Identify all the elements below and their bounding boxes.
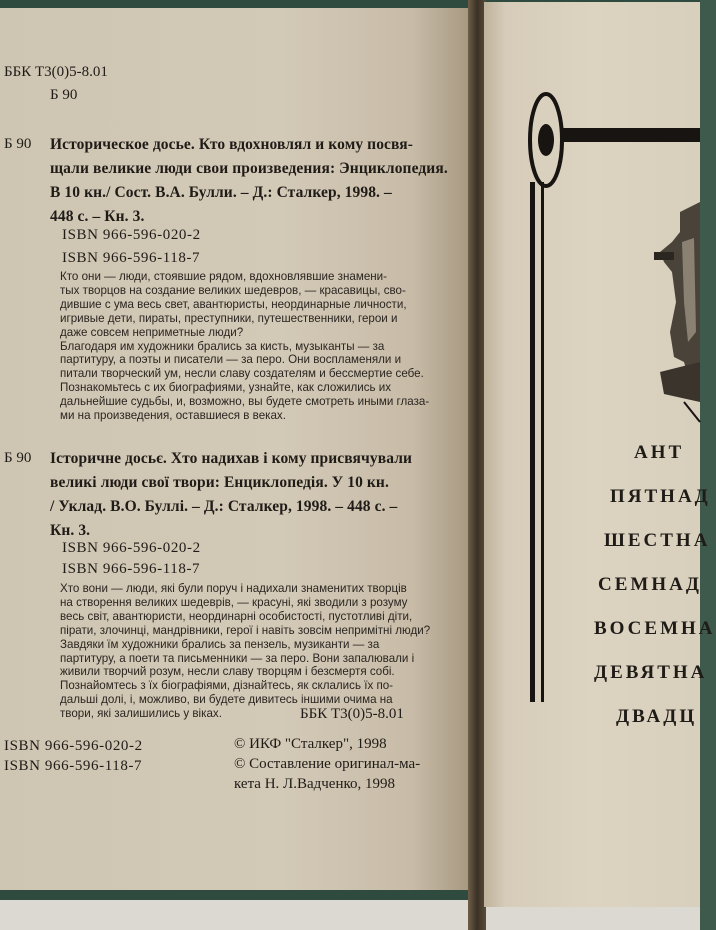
author-index: Б 90 (50, 87, 78, 103)
uk-entry-line: Історичне досьє. Хто надихав і кому присвячували (50, 450, 413, 467)
ru-abstract: Кто они — люди, стоявшие рядом, вдохновлявшие знамени- тых творцов на создание великих шедевров, — красавицы, сво- дившие с ума весь свет, авантюристы, неординарные личности, игривые дети, пираты, преступники, путешественники, герои и даже совсем неприметные люди? Благодаря им художники брались за кисть, музыканты — за партитуру, а поэты и писатели — за перо. Они воспламеняли и питали творческий ум, несли славу создателям и бессмертие себе. Познакомьтесь с их биографиями, узнайте, как сложились их дальнейшие судьбы, и, возможно, вы будете смотреть иными глаза- ми на произведения, оставшиеся в веках. (60, 270, 430, 423)
year-word: ПЯТНАД (610, 486, 711, 507)
uk-abstract: Хто вони — люди, які були поруч і надихали знаменитих творців на створення великих шедеврів, — красуні, які зводили з розуму весь світ, авантюристи, неординарні особистості, пустотливі діти, пірати, злочинці, мандрівники, герої і навіть зовсім непримітні люди? Завдяки їм художники брались за пензель, музиканти — за партитуру, а поети та письменники — за перо. Вони запалювали і живили творчий розум, несли славу творцям і безсмертя собі. Познайомтесь з їх біографіями, дізнайтесь, як склались їх по- дальші долі, і, можливо, ви будете дивитесь іншими очима на твори, які залишились у віках. (60, 582, 431, 721)
copyright-line: кета Н. Л.Вадченко, 1998 (234, 776, 396, 792)
ru-entry-line: В 10 кн./ Сост. В.А. Булли. – Д.: Сталкер, 1998. – (50, 184, 392, 201)
year-word: АНТ (634, 442, 685, 463)
ru-entry-line: Историческое досье. Кто вдохновлял и кому посвя- (50, 136, 414, 153)
year-word: ВОСЕМНА (594, 618, 716, 639)
copyright-line: © ИКФ "Сталкер", 1998 (234, 736, 387, 752)
frame-rule-right (541, 182, 544, 702)
uk-entry-index: Б 90 (4, 450, 32, 466)
statue-illustration (654, 202, 700, 402)
bbk-code: ББК Т3(0)5-8.01 (4, 64, 108, 80)
ru-entry-index: Б 90 (4, 136, 32, 152)
ru-isbn: ISBN 966-596-118-7 (62, 250, 201, 266)
frame-top-bar (544, 128, 700, 142)
uk-entry-line: Кн. 3. (50, 522, 91, 539)
year-word: СЕМНАД (598, 574, 702, 595)
right-page (484, 2, 716, 907)
frame-corner (684, 402, 700, 422)
copyright-line: © Составление оригинал-ма- (234, 756, 421, 772)
year-word: ДВАДЦ (616, 706, 698, 727)
frame-emblem-center (538, 124, 554, 156)
ru-isbn: ISBN 966-596-020-2 (62, 227, 201, 243)
uk-entry-line: великі люди свої твори: Енциклопедія. У 10 кн. (50, 474, 389, 491)
bottom-isbn: ISBN 966-596-020-2 (4, 738, 143, 754)
uk-isbn: ISBN 966-596-118-7 (62, 561, 201, 577)
ru-entry-line: щали великие люди свои произведения: Энциклопедия. (50, 160, 448, 177)
ru-entry-line: 448 с. – Кн. 3. (50, 208, 145, 225)
uk-isbn: ISBN 966-596-020-2 (62, 540, 201, 556)
year-word: ДЕВЯТНА (594, 662, 708, 683)
uk-entry-line: / Уклад. В.О. Буллі. – Д.: Сталкер, 1998. – 448 с. – (50, 498, 398, 515)
bottom-isbn: ISBN 966-596-118-7 (4, 758, 143, 774)
left-page (0, 8, 468, 890)
frame-rule-left (530, 182, 535, 702)
bbk-bottom: ББК Т3(0)5-8.01 (300, 706, 404, 722)
year-word: ШЕСТНА (604, 530, 711, 551)
